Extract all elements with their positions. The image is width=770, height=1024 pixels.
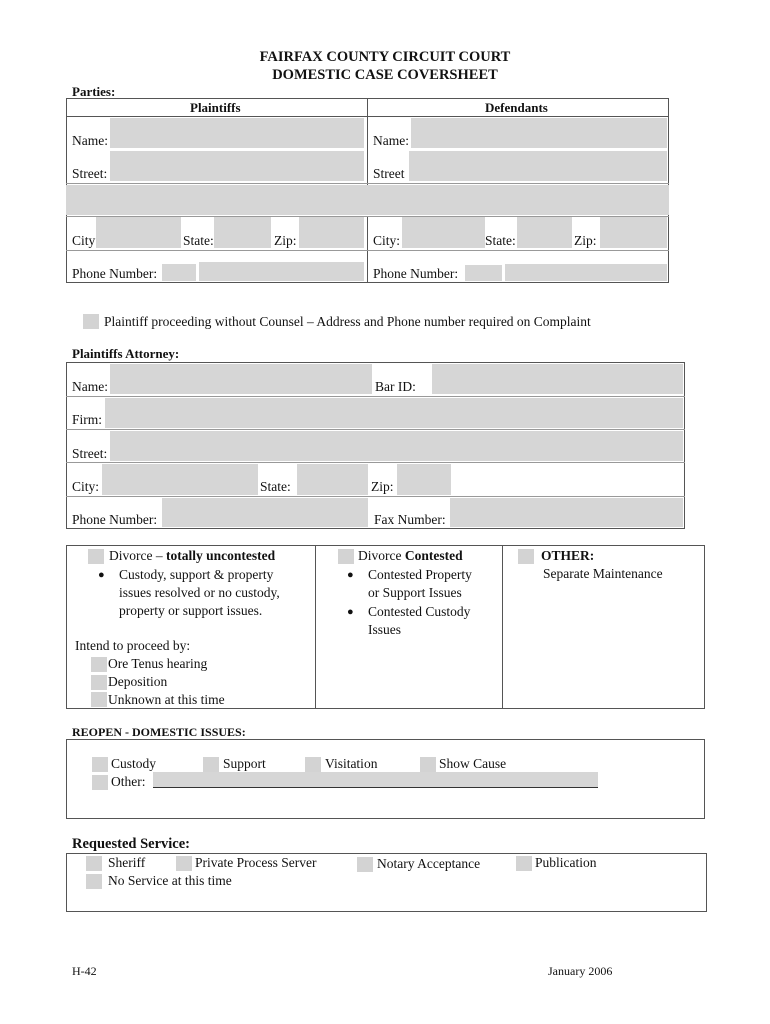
ore-tenus-label: Ore Tenus hearing (108, 656, 208, 671)
attorney-fax-field[interactable] (450, 498, 683, 527)
attorney-name-label: Name: (72, 379, 108, 394)
plaintiff-zip-label: Zip: (274, 233, 297, 248)
plaintiff-state-field[interactable] (214, 217, 271, 248)
defendant-city-field[interactable] (402, 217, 485, 248)
attorney-city-label: City: (72, 479, 100, 494)
attorney-state-field[interactable] (297, 464, 368, 495)
bullet-icon: ● (347, 569, 354, 581)
attorney-street-label: Street: (72, 446, 108, 461)
attorney-barid-label: Bar ID: (375, 379, 416, 394)
no-service-checkbox[interactable] (86, 874, 102, 889)
defendant-phone-field[interactable] (505, 264, 667, 281)
attorney-firm-label: Firm: (72, 412, 103, 427)
contested-bullet1-line2: or Support Issues (368, 585, 462, 600)
plaintiff-name-field[interactable] (110, 118, 364, 148)
contested-bullet2-line1: Contested Custody (368, 604, 471, 619)
service-section-label: Requested Service: (72, 836, 190, 852)
defendant-name-field[interactable] (411, 118, 667, 148)
parties-label: Parties: (72, 84, 116, 99)
attorney-city-field[interactable] (102, 464, 258, 495)
defendant-phone-label: Phone Number: (373, 266, 459, 281)
defendant-phone-area-field[interactable] (465, 265, 502, 281)
no-service-label: No Service at this time (108, 873, 232, 888)
intend-label: Intend to proceed by: (75, 638, 191, 653)
defendant-street-label: Street (373, 166, 405, 181)
plaintiff-zip-field[interactable] (299, 217, 364, 248)
defendant-name-label: Name: (373, 133, 409, 148)
attorney-zip-field[interactable] (397, 464, 451, 495)
contested-bullet1-line1: Contested Property (368, 567, 472, 582)
notary-checkbox[interactable] (357, 857, 373, 872)
pro-se-label: Plaintiff proceeding without Counsel – Address and Phone number required on Complaint (104, 314, 591, 329)
defendant-city-label: City: (373, 233, 401, 248)
plaintiff-phone-label: Phone Number: (72, 266, 158, 281)
sheriff-label: Sheriff (108, 855, 146, 870)
plaintiff-street-field[interactable] (110, 151, 364, 181)
attorney-state-label: State: (260, 479, 291, 494)
plaintiff-state-label: State: (183, 233, 214, 248)
sheriff-checkbox[interactable] (86, 856, 102, 871)
private-process-checkbox[interactable] (176, 856, 192, 871)
bullet-icon: ● (347, 606, 354, 618)
attorney-barid-field[interactable] (432, 364, 683, 394)
uncontested-bullet-line3: property or support issues. (119, 603, 263, 618)
reopen-showcause-label: Show Cause (439, 756, 507, 771)
defendant-zip-field[interactable] (600, 217, 667, 248)
reopen-support-checkbox[interactable] (203, 757, 219, 772)
plaintiff-city-field[interactable] (96, 217, 181, 248)
reopen-other-field[interactable] (153, 772, 598, 787)
reopen-other-label: Other: (111, 774, 146, 789)
defendant-state-label: State: (485, 233, 516, 248)
deposition-checkbox[interactable] (91, 675, 107, 690)
attorney-firm-field[interactable] (105, 398, 683, 428)
reopen-custody-label: Custody (111, 756, 157, 771)
publication-checkbox[interactable] (516, 856, 532, 871)
uncontested-checkbox[interactable] (88, 549, 104, 564)
reopen-section-label: REOPEN - DOMESTIC ISSUES: (72, 725, 246, 739)
notary-label: Notary Acceptance (377, 856, 481, 871)
reopen-visitation-checkbox[interactable] (305, 757, 321, 772)
form-title-line2: DOMESTIC CASE COVERSHEET (272, 67, 498, 83)
ore-tenus-checkbox[interactable] (91, 657, 107, 672)
other-title: OTHER: (541, 548, 595, 563)
plaintiff-phone-area-field[interactable] (162, 264, 196, 281)
plaintiff-name-label: Name: (72, 133, 108, 148)
attorney-zip-label: Zip: (371, 479, 394, 494)
private-process-label: Private Process Server (195, 855, 317, 870)
other-checkbox[interactable] (518, 549, 534, 564)
contested-bullet2-line2: Issues (368, 622, 401, 637)
reopen-other-checkbox[interactable] (92, 775, 108, 790)
unknown-label: Unknown at this time (108, 692, 225, 707)
reopen-support-label: Support (223, 756, 266, 771)
plaintiff-street-label: Street: (72, 166, 108, 181)
attorney-street-field[interactable] (110, 431, 683, 461)
reopen-visitation-label: Visitation (325, 756, 378, 771)
publication-label: Publication (535, 855, 597, 870)
address-line2-field[interactable] (66, 185, 669, 215)
pro-se-checkbox[interactable] (83, 314, 99, 329)
attorney-name-field[interactable] (110, 364, 372, 394)
defendant-state-field[interactable] (517, 217, 572, 248)
unknown-checkbox[interactable] (91, 692, 107, 707)
uncontested-title: Divorce – totally uncontested (109, 548, 276, 563)
uncontested-bullet-line1: Custody, support & property (119, 567, 274, 582)
reopen-showcause-checkbox[interactable] (420, 757, 436, 772)
separate-maintenance-label: Separate Maintenance (543, 566, 663, 581)
bullet-icon: ● (98, 569, 105, 581)
contested-checkbox[interactable] (338, 549, 354, 564)
attorney-section-label: Plaintiffs Attorney: (72, 346, 180, 361)
attorney-phone-label: Phone Number: (72, 512, 158, 527)
uncontested-bullet-line2: issues resolved or no custody, (119, 585, 280, 600)
plaintiff-city-label: City (72, 233, 96, 248)
plaintiff-phone-field[interactable] (199, 262, 364, 281)
defendant-street-field[interactable] (409, 151, 667, 181)
attorney-fax-label: Fax Number: (374, 512, 446, 527)
form-title-line1: FAIRFAX COUNTY CIRCUIT COURT (259, 49, 511, 65)
attorney-phone-field[interactable] (162, 498, 368, 527)
contested-title: Divorce Contested (358, 548, 463, 563)
deposition-label: Deposition (108, 674, 168, 689)
form-id: H-42 (72, 964, 97, 978)
plaintiffs-header: Plaintiffs (190, 100, 241, 115)
reopen-custody-checkbox[interactable] (92, 757, 108, 772)
defendants-header: Defendants (485, 100, 548, 115)
form-date: January 2006 (548, 964, 613, 978)
defendant-zip-label: Zip: (574, 233, 597, 248)
